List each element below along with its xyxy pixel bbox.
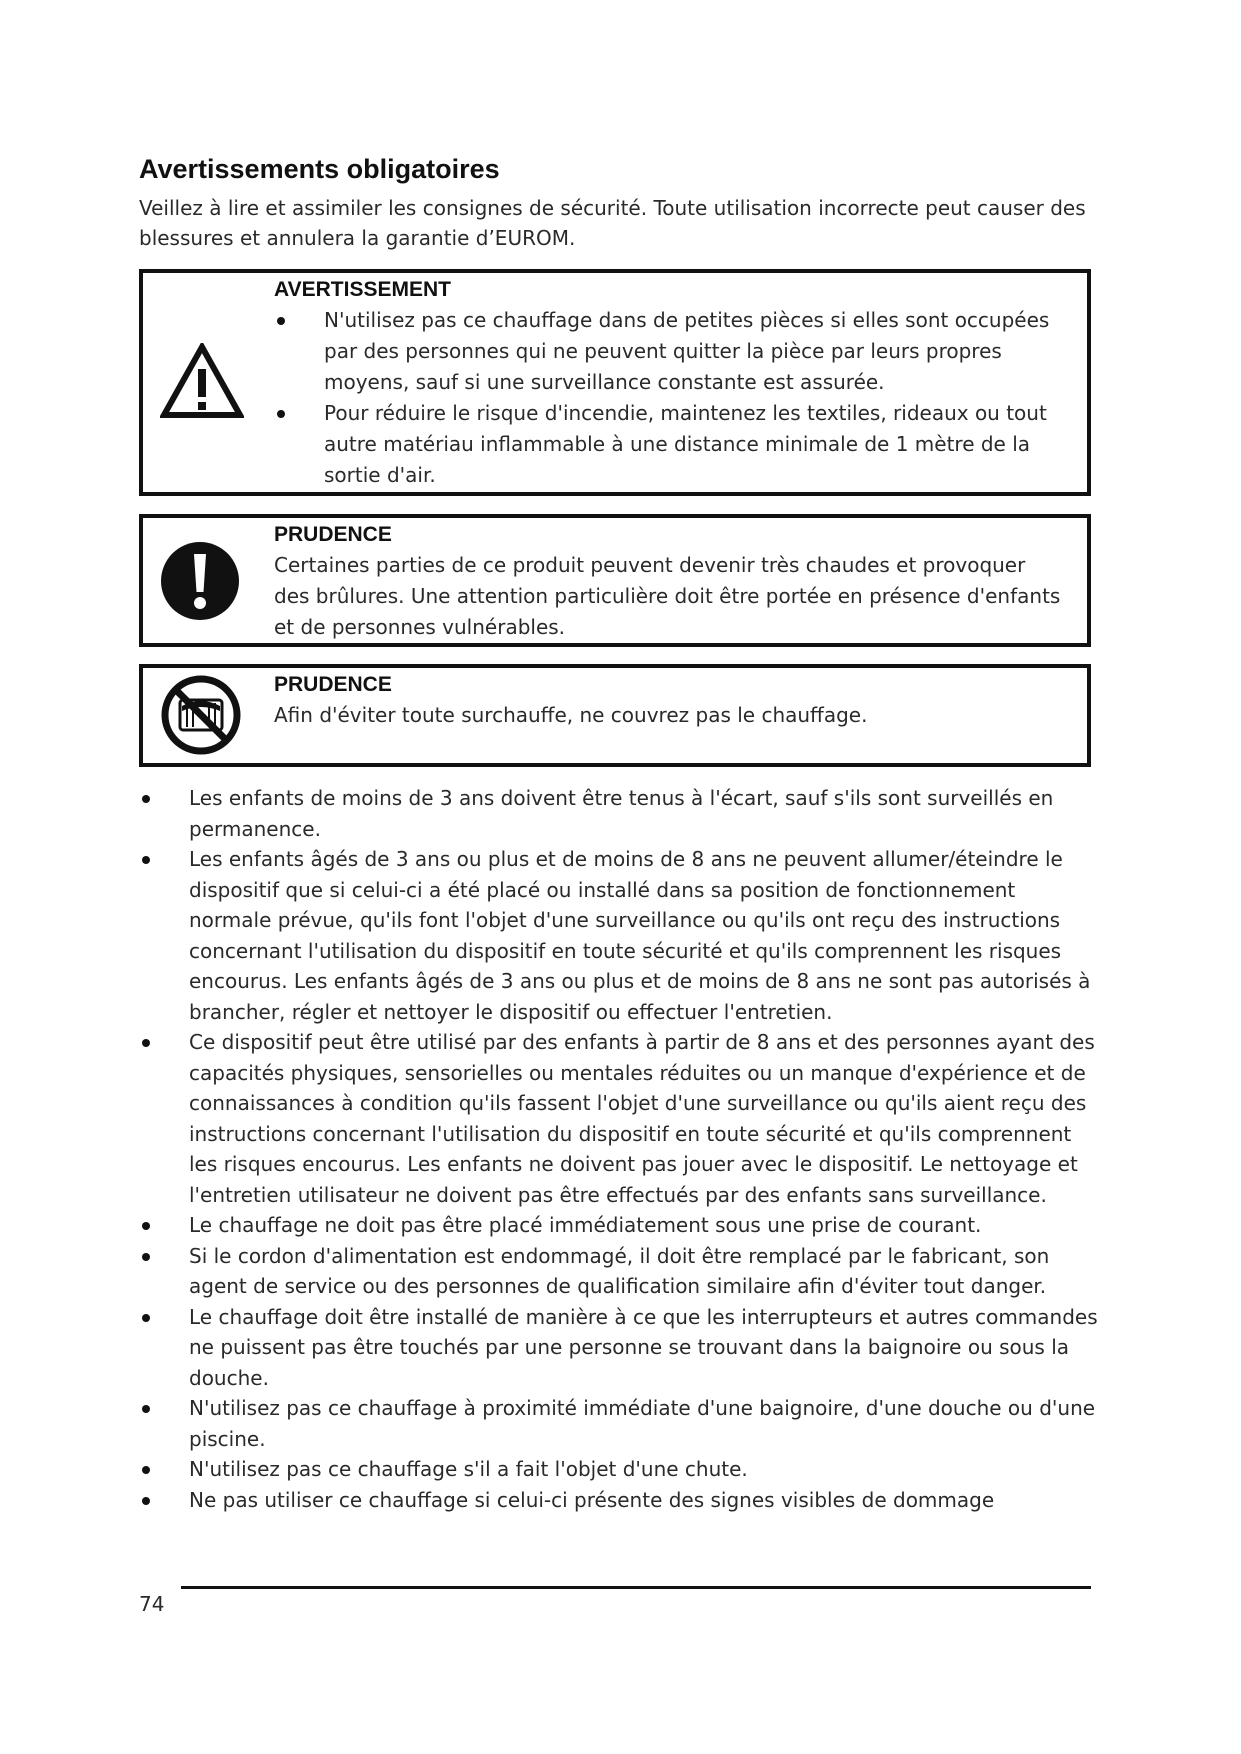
bullet-icon — [142, 795, 150, 803]
list-item: Pour réduire le risque d'incendie, maintenez les textiles, rideaux ou tout autre matériau inflammable à une distance minimale de 1 mètre de la sortie d'air. — [274, 398, 1067, 491]
caution-heading: PRUDENCE — [274, 673, 392, 696]
warning-heading: AVERTISSEMENT — [274, 278, 451, 301]
bullet-icon — [142, 1253, 150, 1261]
bullet-icon — [142, 1497, 150, 1505]
list-item: Le chauffage doit être installé de manière à ce que les interrupteurs et autres commandes ne puissent pas être touchés par une personne se trouvant dans la baignoire ou sous la douche. — [139, 1302, 1099, 1394]
list-item: Ne pas utiliser ce chauffage si celui-ci présente des signes visibles de dommage — [139, 1485, 1099, 1516]
list-item: Les enfants de moins de 3 ans doivent être tenus à l'écart, sauf s'ils sont surveillés en permanence. — [139, 783, 1099, 844]
warning-triangle-icon — [160, 343, 244, 423]
section-title: Avertissements obligatoires — [139, 154, 500, 184]
caution-box-hot-surface — [139, 514, 1091, 647]
caution-box-do-not-cover — [139, 664, 1091, 767]
list-item: Si le cordon d'alimentation est endommagé, il doit être remplacé par le fabricant, son agent de service ou des personnes de qualification similaire afin d'éviter tout danger. — [139, 1241, 1099, 1302]
list-item: N'utilisez pas ce chauffage dans de petites pièces si elles sont occupées par des personnes qui ne peuvent quitter la pièce par leurs propres moyens, sauf si une surveillance constante est assurée. — [274, 305, 1067, 398]
list-item: N'utilisez pas ce chauffage s'il a fait l'objet d'une chute. — [139, 1454, 1099, 1485]
bullet-icon — [142, 1405, 150, 1413]
caution-text: Afin d'éviter toute surchauffe, ne couvrez pas le chauffage. — [274, 703, 868, 727]
bullet-icon — [142, 1222, 150, 1230]
list-item: N'utilisez pas ce chauffage à proximité immédiate d'une baignoire, d'une douche ou d'une piscine. — [139, 1393, 1099, 1454]
warning-box — [139, 269, 1091, 496]
bullet-icon — [142, 1466, 150, 1474]
caution-text: Certaines parties de ce produit peuvent devenir très chaudes et provoquer des brûlures. Une attention particulière doit être portée en présence d'enfants et de personnes vulnérables. — [274, 553, 1061, 639]
safety-bullet-list — [139, 783, 1099, 1515]
list-item: Ce dispositif peut être utilisé par des enfants à partir de 8 ans et des personnes ayant des capacités physiques, sensorielles ou mentales réduites ou un manque d'expérience et de connaissances à condition qu'ils fassent l'objet d'une surveillance ou qu'ils aient reçu des instructions concernant l'utilisation du dispositif en toute sécurité et qu'ils comprennent les risques encourus. Les enfants ne doivent pas jouer avec le dispositif. Le nettoyage et l'entretien utilisateur ne doivent pas être effectués par des enfants sans surveillance. — [139, 1027, 1099, 1210]
caution-heading: PRUDENCE — [274, 523, 392, 546]
do-not-cover-icon — [160, 673, 242, 761]
list-item: Le chauffage ne doit pas être placé immédiatement sous une prise de courant. — [139, 1210, 1099, 1241]
list-item: Les enfants âgés de 3 ans ou plus et de moins de 8 ans ne peuvent allumer/éteindre le dispositif que si celui-ci a été placé ou installé dans sa position de fonctionnement normale prévue, qu'ils font l'objet d'une surveillance ou qu'ils ont reçu des instructions concernant l'utilisation du dispositif en toute sécurité et qu'ils comprennent les risques encourus. Les enfants âgés de 3 ans ou plus et de moins de 8 ans ne sont pas autorisés à brancher, régler et nettoyer le dispositif ou effectuer l'entretien. — [139, 844, 1099, 1027]
footer-divider — [181, 1586, 1091, 1589]
warning-list — [274, 305, 1067, 491]
bullet-icon — [142, 1039, 150, 1047]
intro-paragraph: Veillez à lire et assimiler les consignes de sécurité. Toute utilisation incorrecte peut causer des blessures et annulera la garantie d’EUROM. — [139, 196, 1086, 250]
bullet-icon — [142, 1314, 150, 1322]
page-number: 74 — [139, 1592, 165, 1616]
exclamation-circle-icon — [160, 540, 240, 626]
bullet-icon — [142, 856, 150, 864]
